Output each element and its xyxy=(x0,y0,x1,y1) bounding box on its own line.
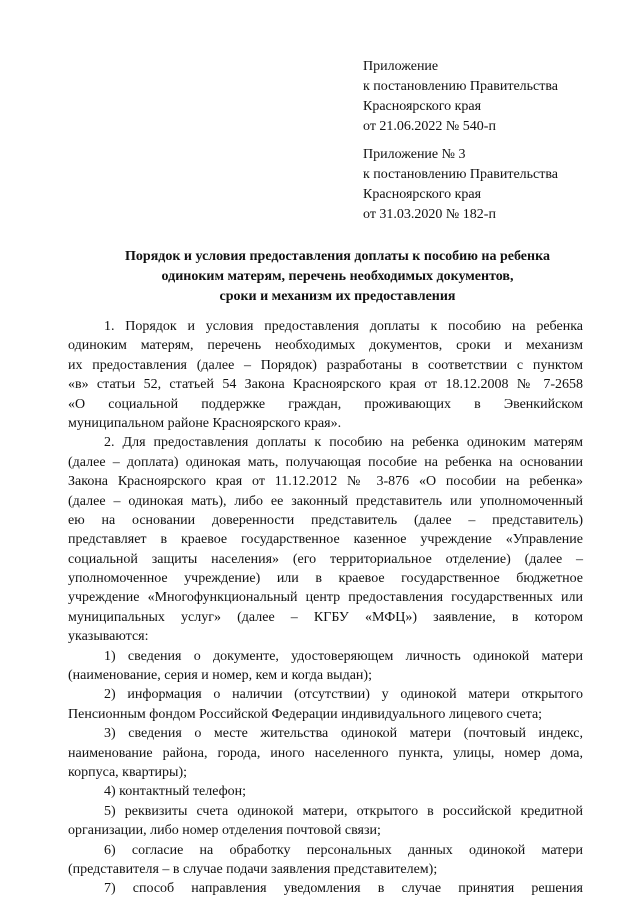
body-text-line: (представителя – в случае подачи заявления представителем); xyxy=(68,861,438,877)
title-line: сроки и механизм их предоставления xyxy=(219,289,456,304)
annex-original-line: к постановлению Правительства xyxy=(363,167,559,182)
annex-current-line: Красноярского края xyxy=(363,99,482,114)
body-text-line: «в» статьи 52, статьей 54 Закона Красноярского края от 18.12.2008 № 7-2658 xyxy=(68,377,583,393)
body-text-line: 7) способ направления уведомления в случае принятия решения xyxy=(104,881,583,897)
body-text-line: социальной защиты населения» (его территориальное отделение) (далее – xyxy=(68,551,583,567)
body-text-line: корпуса, квартиры); xyxy=(68,764,188,780)
body-text-line: 5) реквизиты счета одинокой матери, открытого в российской кредитной xyxy=(104,803,583,819)
annex-current xyxy=(363,57,623,137)
document-body xyxy=(68,317,583,899)
body-text-line: 6) согласие на обработку персональных данных одинокой матери xyxy=(104,842,583,858)
document-title xyxy=(60,247,615,307)
body-text-line: представляет в краевое государственное казенное учреждение «Управление xyxy=(68,532,583,548)
body-text-line: организации, либо номер отделения почтовой связи; xyxy=(68,823,381,839)
body-text-line: наименование района, города, иного населенного пункта, улицы, номер дома, xyxy=(68,745,583,761)
body-text-line: муниципальных услуг» (далее – КГБУ «МФЦ») заявление, в котором xyxy=(68,609,583,625)
body-text-line: 2. Для предоставления доплаты к пособию на ребенка одиноким матерям xyxy=(104,435,583,451)
body-text-line: их предоставления (далее – Порядок) разработаны в соответствии с пунктом xyxy=(68,357,583,373)
annex-current-line: от 21.06.2022 № 540-п xyxy=(363,119,496,134)
title-line: Порядок и условия предоставления доплаты к пособию на ребенка xyxy=(125,249,550,264)
body-text-line: Пенсионным фондом Российской Федерации индивидуального лицевого счета; xyxy=(68,706,543,722)
body-text-line: муниципальном районе Красноярского края». xyxy=(68,415,342,431)
body-text-line: одиноким матерям, перечень необходимых документов, сроки и механизм xyxy=(68,338,583,354)
title-line: одиноким матерям, перечень необходимых документов, xyxy=(161,269,514,284)
body-text-line: ею на основании доверенности представитель (далее – представитель) xyxy=(68,512,583,528)
annex-current-line: к постановлению Правительства xyxy=(363,79,559,94)
body-text-line: (далее – одинокая мать), либо ее законный представитель или уполномоченный xyxy=(68,493,583,509)
body-text-line: уполномоченное учреждение) или в краевое государственное бюджетное xyxy=(68,571,583,587)
body-text-line: 3) сведения о месте жительства одинокой матери (почтовый индекс, xyxy=(104,726,583,742)
body-text-line: 2) информация о наличии (отсутствии) у одинокой матери открытого xyxy=(104,687,583,703)
body-text-line: 1. Порядок и условия предоставления доплаты к пособию на ребенка xyxy=(104,319,583,334)
body-text-line: учреждение «Многофункциональный центр предоставления государственных или xyxy=(68,590,583,606)
body-text-line: «О социальной поддержке граждан, проживающих в Эвенкийском xyxy=(68,396,583,412)
annex-original xyxy=(363,145,623,225)
body-text-line: (далее – доплата) одинокая мать, получающая пособие на ребенка на основании xyxy=(68,454,583,470)
annex-original-line: Приложение № 3 xyxy=(363,147,466,162)
body-text-line: указываются: xyxy=(68,629,149,645)
body-text-line: 1) сведения о документе, удостоверяющем личность одинокой матери xyxy=(104,648,583,664)
annex-current-line: Приложение xyxy=(363,59,439,74)
body-text-line: (наименование, серия и номер, кем и когда выдан); xyxy=(68,668,372,684)
annex-original-line: Красноярского края xyxy=(363,187,482,202)
body-text-line: 4) контактный телефон; xyxy=(104,784,247,800)
body-text-line: Закона Красноярского края от 11.12.2012 № 3-876 «О пособии на ребенка» xyxy=(68,474,583,490)
annex-original-line: от 31.03.2020 № 182-п xyxy=(363,207,496,222)
